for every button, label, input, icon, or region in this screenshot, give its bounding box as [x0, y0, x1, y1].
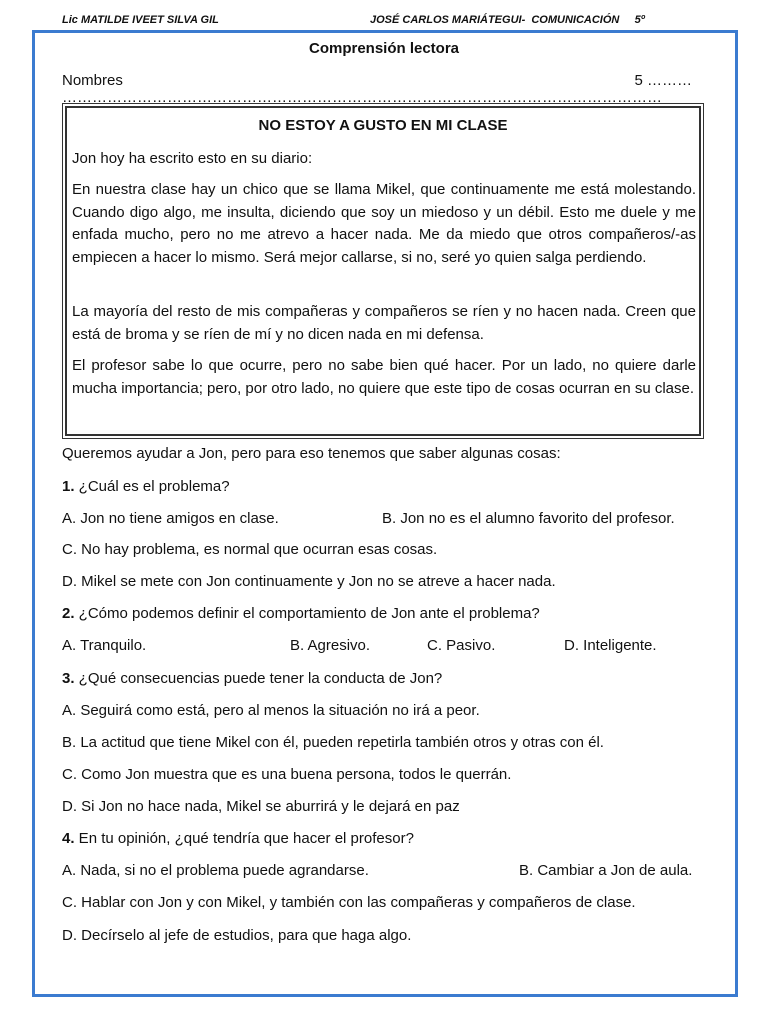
question-1 — [62, 477, 712, 497]
names-line — [62, 72, 692, 106]
question-number: 1. — [62, 478, 75, 495]
story-box — [62, 103, 704, 439]
question-2 — [62, 604, 712, 624]
story-paragraph: La mayoría del resto de mis compañeras y compañeros se ríen y no hacen nada. Creen que está de broma y se ríen de mí y no dicen nada en mi defensa. — [72, 303, 696, 343]
page-header — [0, 14, 768, 30]
option-2b[interactable]: B. Agresivo. — [290, 637, 371, 654]
page-title: Comprensión lectora — [308, 40, 460, 57]
question-number: 2. — [62, 605, 75, 622]
option-4d[interactable]: D. Decírselo al jefe de estudios, para que haga algo. — [62, 927, 412, 944]
question-text: ¿Cuál es el problema? — [74, 478, 230, 495]
option-2a[interactable]: A. Tranquilo. — [62, 637, 147, 654]
question-text: ¿Qué consecuencias puede tener la conducta de Jon? — [74, 670, 443, 687]
questions-intro: Queremos ayudar a Jon, pero para eso tenemos que saber algunas cosas: — [62, 445, 561, 462]
story-paragraph: En nuestra clase hay un chico que se llama Mikel, que continuamente me está molestando. Cuando digo algo, me insulta, diciendo que soy un miedoso y un débil. Esto me duele y me enfada mucho, pero no me atrevo a hacer nada. Me da miedo que otros compañeros/-as empiecen a hacer lo mismo. Será mejor callarse, si no, seré yo quien salga perdiendo. — [72, 181, 696, 266]
option-2c[interactable]: C. Pasivo. — [427, 637, 496, 654]
story-paragraph: El profesor sabe lo que ocurre, pero no sabe bien qué hacer. Por un lado, no quiere darle mucha importancia; pero, por otro lado, no quiere que este tipo de cosas ocurran en su clase. — [72, 357, 696, 397]
option-3a[interactable]: A. Seguirá como está, pero al menos la situación no irá a peor. — [62, 702, 480, 719]
question-number: 4. — [62, 830, 75, 847]
question-number: 3. — [62, 670, 75, 687]
option-1b[interactable]: B. Jon no es el alumno favorito del profesor. — [382, 510, 675, 527]
option-1c[interactable]: C. No hay problema, es normal que ocurran esas cosas. — [62, 541, 438, 558]
teacher-name: Lic MATILDE IVEET SILVA GIL — [62, 14, 219, 26]
option-3d[interactable]: D. Si Jon no hace nada, Mikel se aburrirá y le dejará en paz — [62, 798, 460, 815]
option-3c[interactable]: C. Como Jon muestra que es una buena persona, todos le querrán. — [62, 766, 512, 783]
question-text: En tu opinión, ¿qué tendría que hacer el profesor? — [74, 830, 414, 847]
question-3 — [62, 669, 712, 689]
option-1d[interactable]: D. Mikel se mete con Jon continuamente y Jon no se atreve a hacer nada. — [62, 573, 556, 590]
names-label: Nombres ………………………………………………………………………………………………………… — [62, 72, 662, 106]
option-4a[interactable]: A. Nada, si no el problema puede agrandarse. — [62, 862, 369, 879]
option-1a[interactable]: A. Jon no tiene amigos en clase. — [62, 510, 279, 527]
option-3b[interactable]: B. La actitud que tiene Mikel con él, pueden repetirla también otros y otras con él. — [62, 734, 604, 751]
option-2d[interactable]: D. Inteligente. — [564, 637, 657, 654]
story-title: NO ESTOY A GUSTO EN MI CLASE — [258, 117, 508, 134]
option-4b[interactable]: B. Cambiar a Jon de aula. — [519, 862, 693, 879]
story-paragraph: Jon hoy ha escrito esto en su diario: — [72, 150, 313, 167]
score-field: 5 ……… — [634, 72, 692, 89]
question-text: ¿Cómo podemos definir el comportamiento de Jon ante el problema? — [74, 605, 540, 622]
question-4 — [62, 829, 712, 849]
school-subject: JOSÉ CARLOS MARIÁTEGUI- COMUNICACIÓN 5º — [370, 14, 645, 26]
option-4c[interactable]: C. Hablar con Jon y con Mikel, y también con las compañeras y compañeros de clase. — [62, 894, 636, 911]
